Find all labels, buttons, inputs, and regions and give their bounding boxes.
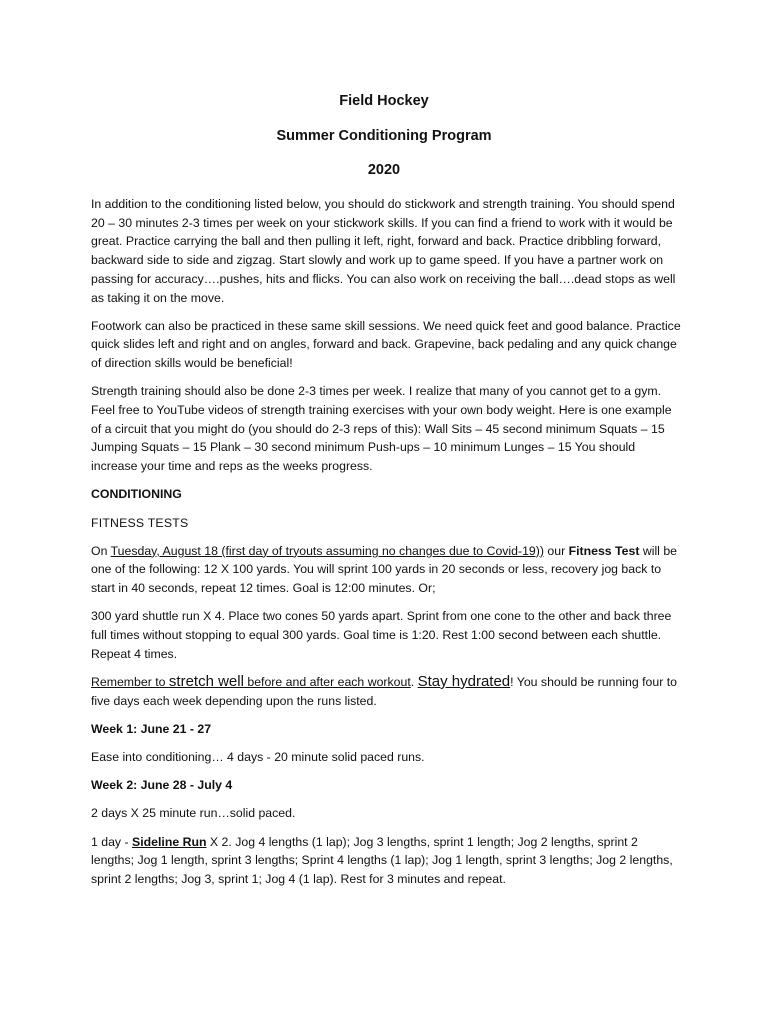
- title-sport: Field Hockey: [339, 93, 429, 109]
- sideline-run-text: X 2. Jog 4 lengths (1 lap); Jog 3 lengths, sprint 1 length; Jog 2 lengths, sprint 2 lengths; Jog 1 length, sprint 3 lengths; Sprint 4 lengths (1 lap); Jog 1 length, sprint 3 lengths; Jog 2 lengths, sprint 2 lengths; Jog 3, sprint 1; Jog 4 (1 lap). Rest for 3 minutes and repeat.: [91, 834, 673, 887]
- document-header: [0, 93, 768, 197]
- week-1-heading: Week 1: June 21 - 27: [91, 721, 212, 736]
- conditioning-heading: CONDITIONING: [91, 487, 182, 502]
- intro-footwork-paragraph: Footwork can also be practiced in these same skill sessions. We need quick feet and good balance. Practice quick slides left and right and on angles, forward and back. Grapevine, back pedaling and any quick change of direction skills would be beneficial!: [91, 318, 681, 371]
- fitness-test-date: Tuesday, August 18 (first day of tryouts assuming no changes due to Covid-19)): [110, 543, 544, 558]
- title-year: 2020: [367, 162, 401, 178]
- intro-stickwork-paragraph: In addition to the conditioning listed below, you should do stickwork and strength training. You should spend 20 – 30 minutes 2-3 times per week on your stickwork skills. If you can find a friend to work with it would be great. Practice carrying the ball and then pulling it left, right, forward and back. Practice dribbling forward, backward side to side and zigzag. Start slowly and work up to game speed. If you have a partner work on passing for accuracy….pushes, hits and flicks. You can also work on receiving the ball….dead stops as well as taking it on the move.: [91, 197, 676, 305]
- fitness-test-paragraph: [91, 542, 681, 598]
- document-body: [91, 195, 681, 898]
- reminder-text: before and after each workout: [243, 674, 411, 689]
- reminder-text: ! You should be running four to five days each week depending upon the runs listed.: [91, 674, 677, 708]
- fitness-test-text: our: [543, 543, 569, 558]
- shuttle-run-paragraph: 300 yard shuttle run X 4. Place two cones 50 yards apart. Sprint from one cone to the other and back three full times without stopping to equal 300 yards. Goal time is 1:20. Rest 1:00 second between each shuttle. Repeat 4 times.: [91, 609, 672, 661]
- fitness-tests-subheading: FITNESS TESTS: [91, 515, 189, 530]
- fitness-test-label: Fitness Test: [568, 543, 640, 558]
- sideline-run-label: Sideline Run: [132, 834, 207, 849]
- reminder-hydrate: Stay hydrated: [417, 672, 511, 690]
- week-1-text: Ease into conditioning… 4 days - 20 minute solid paced runs.: [91, 750, 425, 765]
- fitness-test-text: will be one of the following: 12 X 100 yards. You will sprint 100 yards in 20 seconds or less, recovery jog back to start in 40 seconds, repeat 12 times. Goal is 12:00 minutes. Or;: [91, 543, 678, 596]
- fitness-test-text: On: [91, 543, 111, 558]
- sideline-run-text: 1 day -: [91, 834, 133, 849]
- intro-strength-paragraph: Strength training should also be done 2-3 times per week. I realize that many of you cannot get to a gym. Feel free to YouTube videos of strength training exercises with your own body weight. Here is one example of a circuit that you might do (you should do 2-3 reps of this): Wall Sits – 45 second minimum Squats – 15 Jumping Squats – 15 Plank – 30 second minimum Push-ups – 10 minimum Lunges – 15 You should increase your time and reps as the weeks progress.: [91, 384, 672, 474]
- week-2-heading: Week 2: June 28 - July 4: [91, 778, 233, 793]
- week-2-text: 2 days X 25 minute run…solid paced.: [91, 806, 296, 821]
- title-program: Summer Conditioning Program: [276, 127, 492, 144]
- reminder-paragraph: [91, 673, 681, 710]
- sideline-run-paragraph: [91, 833, 681, 889]
- reminder-text: Remember to: [91, 674, 169, 689]
- reminder-text: .: [410, 674, 418, 689]
- reminder-stretch: stretch well: [168, 672, 244, 690]
